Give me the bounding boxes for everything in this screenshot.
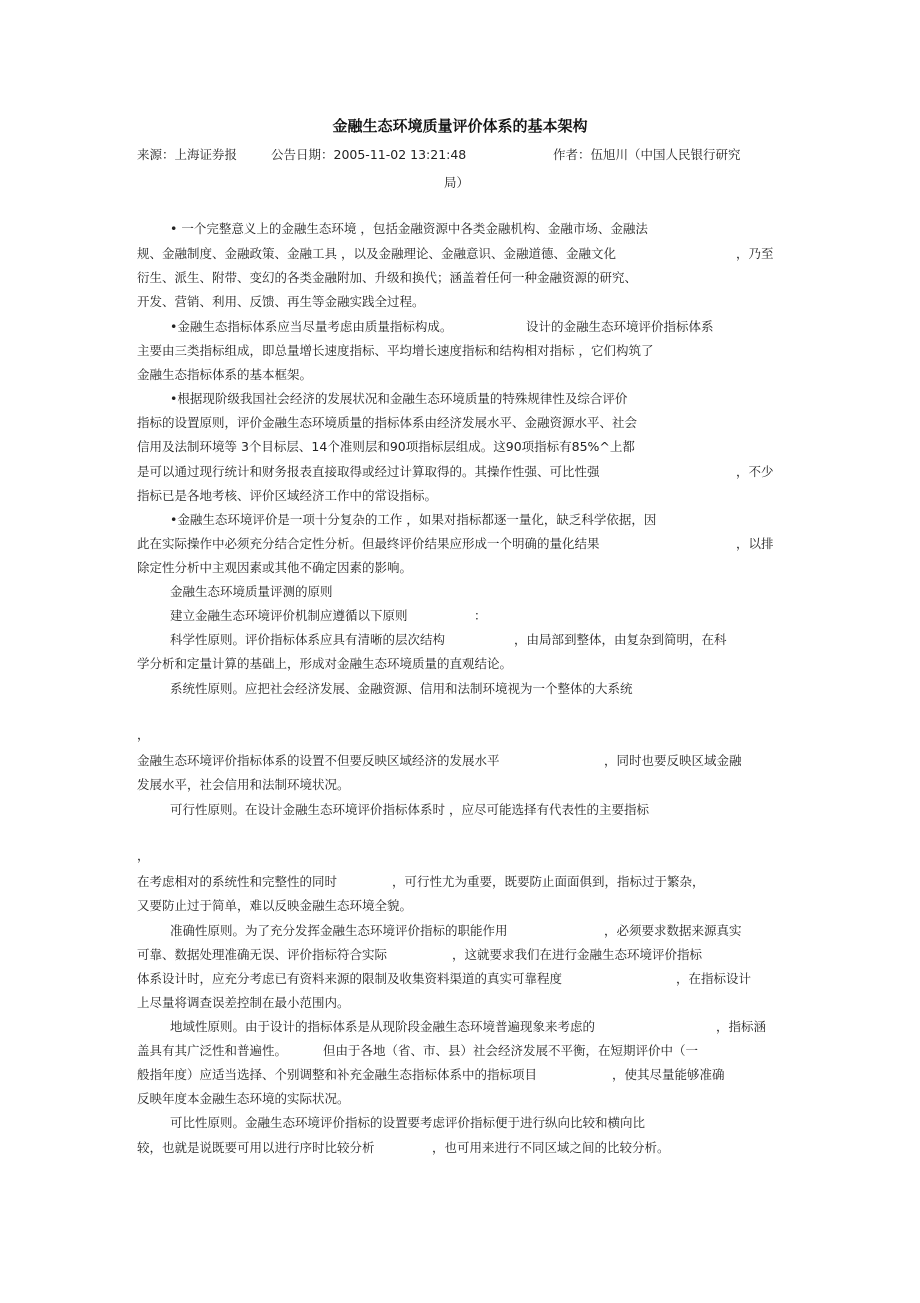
paragraph-line: 开发、营销、利用、反馈、再生等金融实践全过程。: [137, 294, 425, 309]
paragraph-line: 在考虑相对的系统性和完整性的同时: [137, 874, 338, 889]
paragraph-line: ，由局部到整体，由复杂到简明，在科: [514, 632, 727, 647]
paragraph-line: 金融生态指标体系的基本框架。: [137, 367, 313, 382]
paragraph-line: 规、金融制度、金融政策、金融工具 ，以及金融理论、金融意识、金融道德、金融文化: [137, 246, 616, 261]
paragraph-line: 此在实际操作中必须充分结合定性分析。但最终评价结果应形成一个明确的量化结果: [137, 536, 600, 551]
section-heading: 金融生态环境质量评测的原则: [170, 584, 333, 599]
paragraph-line: ，: [137, 848, 150, 863]
paragraph-line: 地域性原则。由于设计的指标体系是从现阶段金融生态环境普遍现象来考虑的: [170, 1019, 596, 1034]
paragraph-line: 又要防止过于简单，难以反映金融生态环境全貌。: [137, 898, 413, 913]
paragraph-line: 准确性原则。为了充分发挥金融生态环境评价指标的职能作用: [170, 923, 508, 938]
publish-date: 公告日期：2005-11-02 13:21:48: [271, 147, 467, 162]
paragraph-line: ，也可用来进行不同区域之间的比较分析。: [432, 1140, 670, 1155]
paragraph-line: ，同时也要反映区域金融: [604, 753, 742, 768]
paragraph-line: •根据现阶级我国社会经济的发展状况和金融生态环境质量的特殊规律性及综合评价: [170, 391, 628, 406]
paragraph-line: 可行性原则。在设计金融生态环境评价指标体系时 ，应尽可能选择有代表性的主要指标: [170, 802, 649, 817]
paragraph-line: ，必须要求数据来源真实: [604, 923, 742, 938]
paragraph-line: 指标已是各地考核、评价区域经济工作中的常设指标。: [137, 488, 438, 503]
paragraph-line: 除定性分析中主观因素或其他不确定因素的影响。: [137, 560, 413, 575]
paragraph-line: 较，也就是说既要可用以进行序时比较分析: [137, 1140, 375, 1155]
paragraph-line: ，指标涵: [716, 1019, 767, 1034]
paragraph-line: 是可以通过现行统计和财务报表直接取得或经过计算取得的。其操作性强、可比性强: [137, 464, 600, 479]
author-label: 作者：伍旭川（中国人民银行研究: [553, 147, 741, 162]
paragraph-line: ，使其尽量能够准确: [612, 1067, 725, 1082]
paragraph-line: ，以排: [736, 536, 774, 551]
paragraph-line: 系统性原则。应把社会经济发展、金融资源、信用和法制环境视为一个整体的大系统: [170, 681, 633, 696]
paragraph-line: • 一个完整意义上的金融生态环境 ，包括金融资源中各类金融机构、金融市场、金融法: [170, 221, 648, 236]
paragraph-line: 建立金融生态环境评价机制应遵循以下原则: [170, 608, 408, 623]
author-label-continued: 局）: [444, 175, 470, 190]
document-title: 金融生态环境质量评价体系的基本架构: [332, 117, 588, 135]
paragraph-line: 金融生态环境评价指标体系的设置不但要反映区域经济的发展水平: [137, 753, 500, 768]
paragraph-line: ，: [137, 727, 150, 742]
paragraph-line: 盖具有其广泛性和普遍性。: [137, 1043, 288, 1058]
paragraph-line: 信用及法制环境等 3个目标层、14个准则层和90项指标层组成。这90项指标有85%^上都: [137, 439, 635, 454]
paragraph-line: 学分析和定量计算的基础上，形成对金融生态环境质量的直观结论。: [137, 656, 513, 671]
paragraph-line: 设计的金融生态环境评价指标体系: [526, 319, 714, 334]
paragraph-line: ，在指标设计: [676, 971, 752, 986]
paragraph-line: 般指年度）应适当选择、个别调整和补充金融生态指标体系中的指标项目: [137, 1067, 538, 1082]
paragraph-line: 反映年度本金融生态环境的实际状况。: [137, 1091, 350, 1106]
paragraph-line: ，这就要求我们在进行金融生态环境评价指标: [452, 947, 703, 962]
paragraph-line: 指标的设置原则，评价金融生态环境质量的指标体系由经济发展水平、金融资源水平、社会: [137, 415, 638, 430]
paragraph-line: 发展水平，社会信用和法制环境状况。: [137, 777, 350, 792]
paragraph-line: 科学性原则。评价指标体系应具有清晰的层次结构: [170, 632, 446, 647]
paragraph-line: 可靠、数据处理准确无误、评价指标符合实际: [137, 947, 388, 962]
paragraph-line: 主要由三类指标组成，即总量增长速度指标、平均增长速度指标和结构相对指标 ，它们构筑了: [137, 343, 654, 358]
paragraph-line: 可比性原则。金融生态环境评价指标的设置要考虑评价指标便于进行纵向比较和横向比: [170, 1115, 646, 1130]
paragraph-line: •金融生态环境评价是一项十分复杂的工作 ，如果对指标都逐一量化，缺乏科学依据，因: [170, 512, 657, 527]
paragraph-line: 体系设计时，应充分考虑已有资料来源的限制及收集资料渠道的真实可靠程度: [137, 971, 563, 986]
paragraph-line: ，乃至: [736, 246, 774, 261]
paragraph-line: ：: [474, 608, 487, 623]
source-label: 来源：上海证券报: [137, 147, 238, 162]
paragraph-line: 上尽量将调查误差控制在最小范围内。: [137, 995, 350, 1010]
paragraph-line: •金融生态指标体系应当尽量考虑由质量指标构成。: [170, 319, 453, 334]
paragraph-line: 但由于各地（省、市、县）社会经济发展不平衡，在短期评价中（一: [323, 1043, 699, 1058]
paragraph-line: ，可行性尤为重要，既要防止面面俱到，指标过于繁杂，: [392, 874, 705, 889]
paragraph-line: ，不少: [736, 464, 774, 479]
paragraph-line: 衍生、派生、附带、变幻的各类金融附加、升级和换代；涵盖着任何一种金融资源的研究、: [137, 270, 638, 285]
